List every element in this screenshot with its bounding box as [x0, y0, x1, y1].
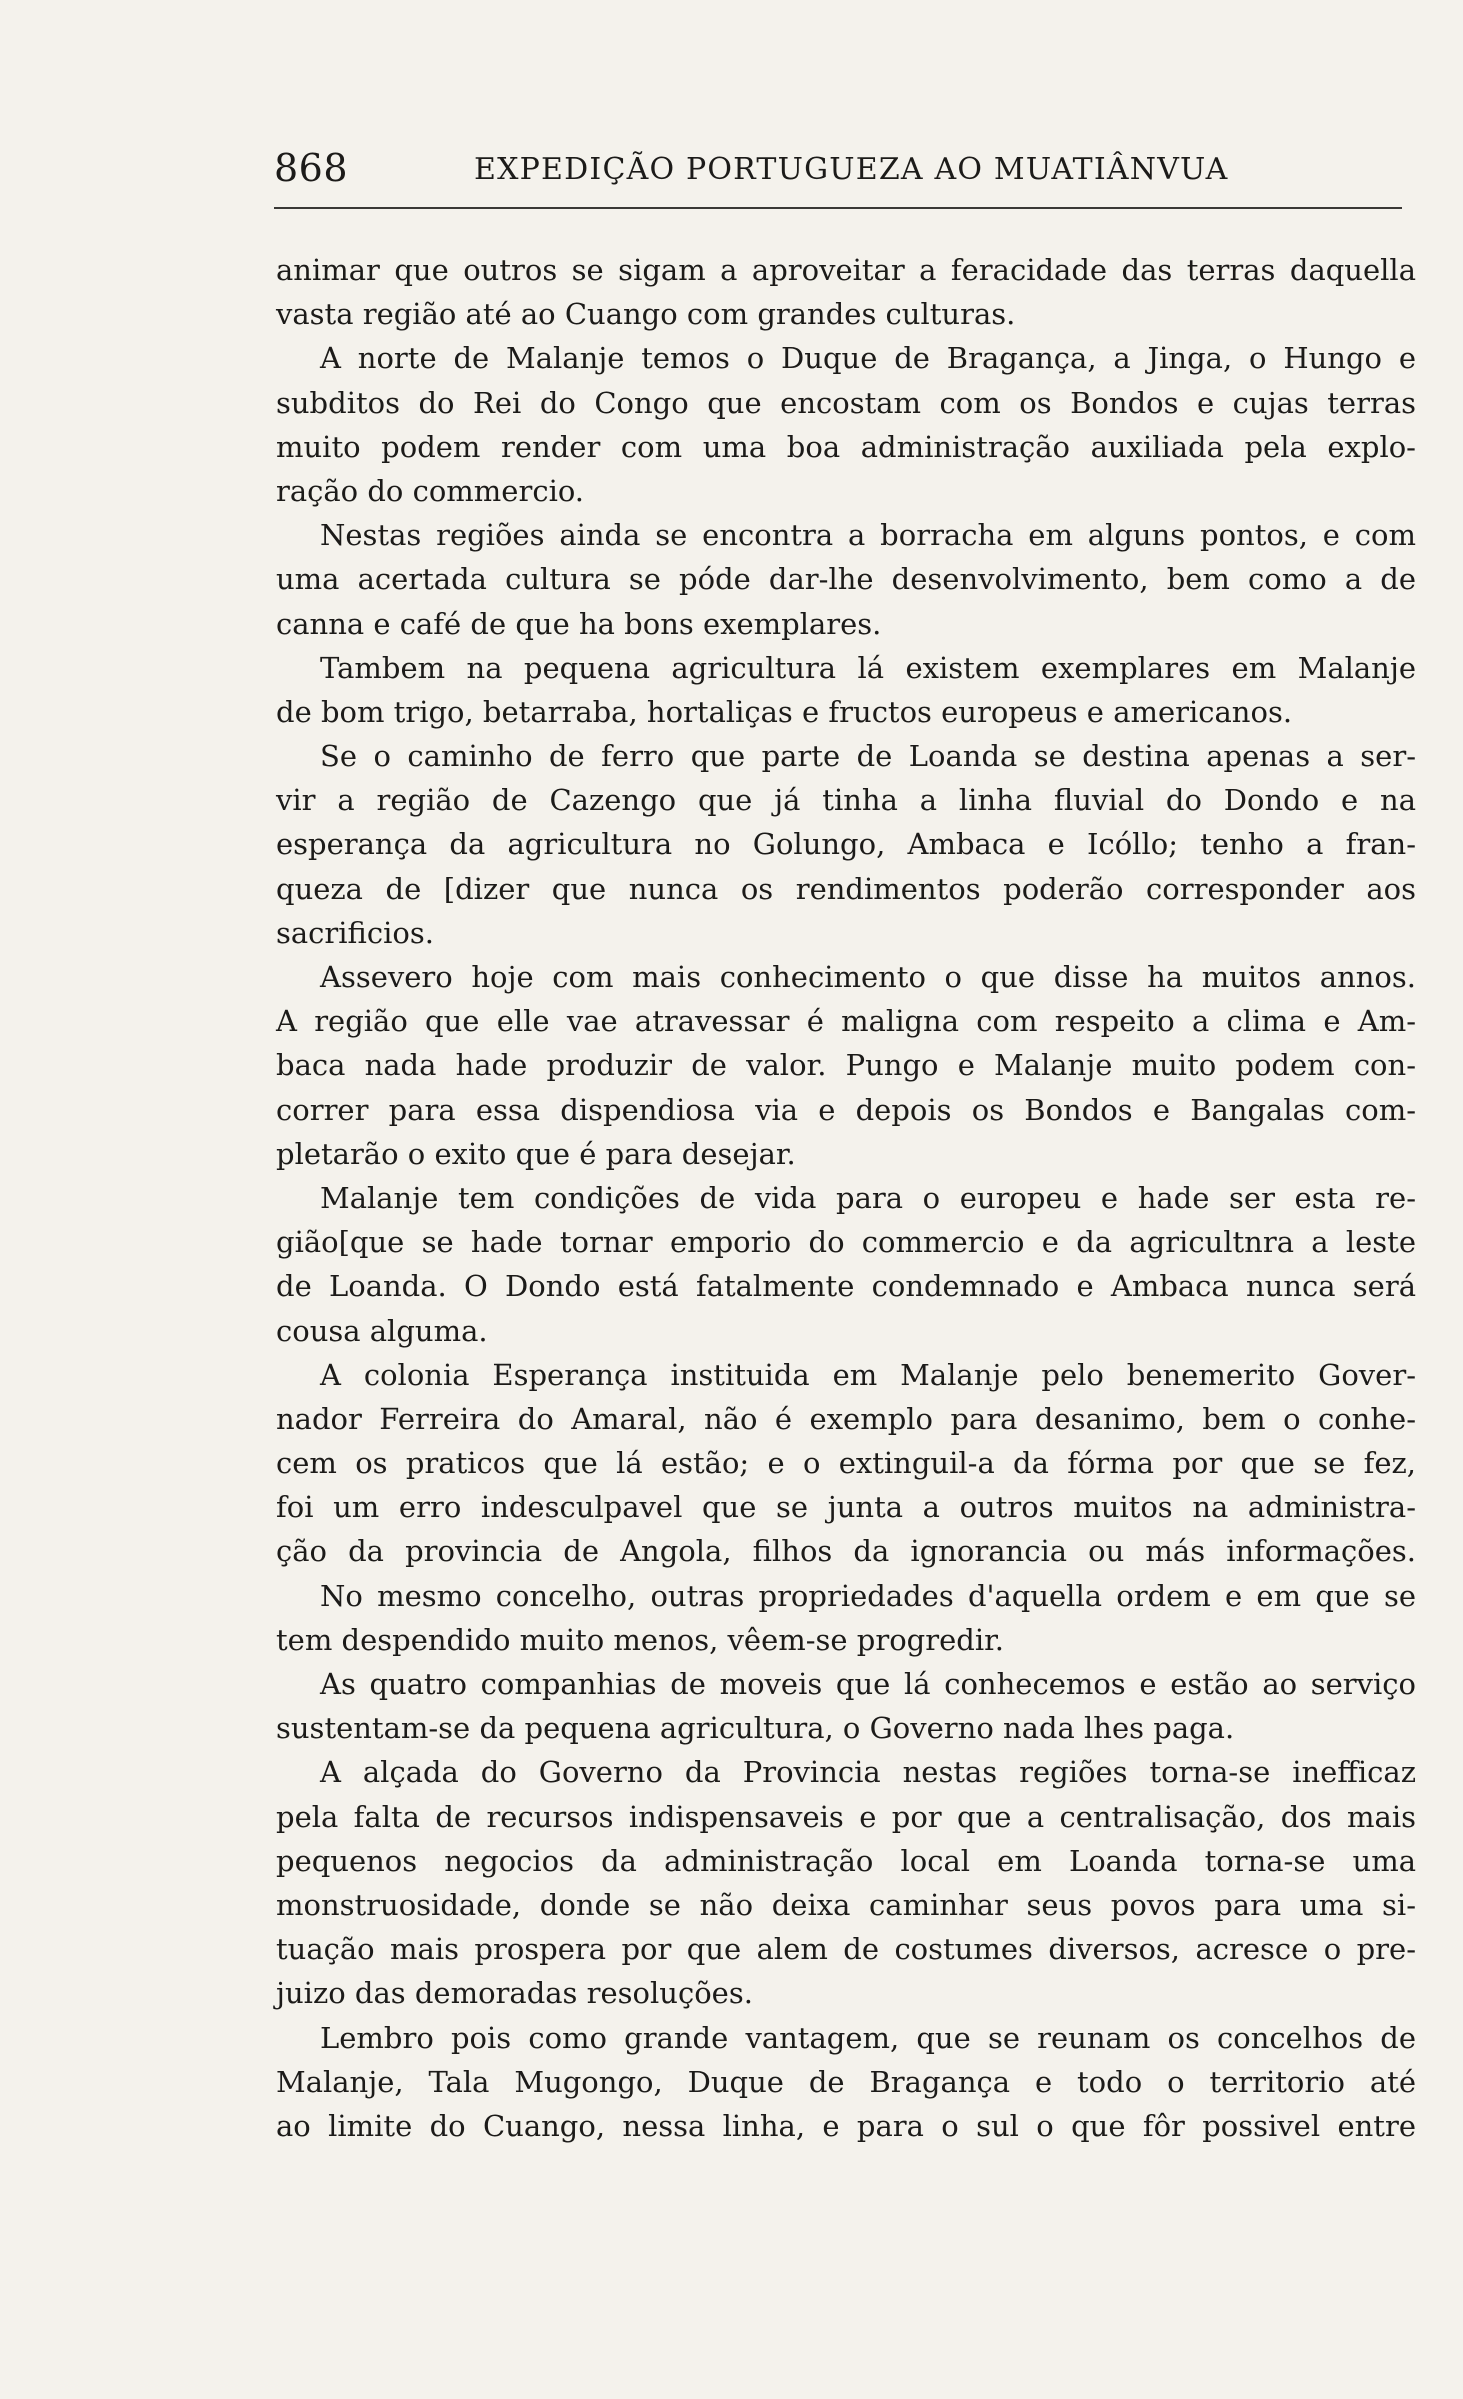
- text-line: Nestas regiões ainda se encontra a borracha em alguns pontos, e com: [320, 518, 1416, 553]
- running-head: [274, 142, 1404, 198]
- text-line: vasta região até ao Cuango com grandes culturas.: [276, 297, 1016, 332]
- text-line: A região que elle vae atravessar é maligna com respeito a clima e Am-: [276, 1004, 1416, 1039]
- text-line: As quatro companhias de moveis que lá conhecemos e estão ao serviço: [320, 1667, 1416, 1701]
- text-line: pletarão o exito que é para desejar.: [276, 1136, 796, 1171]
- body-text: [276, 248, 1416, 2148]
- text-line: canna e café de que ha bons exemplares.: [276, 606, 882, 641]
- text-line: gião[que se hade tornar emporio do commercio e da agricultnra a leste: [276, 1225, 1416, 1260]
- text-line: Se o caminho de ferro que parte de Loanda se destina apenas a ser-: [320, 739, 1416, 774]
- text-line: monstruosidade, donde se não deixa caminhar seus povos para uma si-: [276, 1887, 1416, 1922]
- text-line: pequenos negocios da administração local em Loanda torna-se uma: [276, 1843, 1416, 1878]
- text-line: Assevero hoje com mais conhecimento o que disse ha muitos annos.: [320, 960, 1416, 994]
- text-line: de bom trigo, betarraba, hortaliças e fructos europeus e americanos.: [276, 694, 1293, 729]
- text-line: ao limite do Cuango, nessa linha, e para o sul o que fôr possivel entre: [276, 2108, 1416, 2143]
- text-line: de Loanda. O Dondo está fatalmente condemnado e Ambaca nunca será: [276, 1269, 1416, 1304]
- text-line: uma acertada cultura se póde dar-lhe desenvolvimento, bem como a de: [276, 562, 1416, 597]
- text-line: foi um erro indesculpavel que se junta a outros muitos na administra-: [276, 1490, 1416, 1525]
- text-line: Lembro pois como grande vantagem, que se reunam os concelhos de: [320, 2020, 1416, 2055]
- text-line: Malanje tem condições de vida para o europeu e hade ser esta re-: [320, 1180, 1416, 1215]
- text-line: cem os praticos que lá estão; e o extinguil-a da fórma por que se fez,: [276, 1446, 1416, 1481]
- text-line: ção da provincia de Angola, filhos da ignorancia ou más informações.: [276, 1534, 1416, 1569]
- text-line: sustentam-se da pequena agricultura, o Governo nada lhes paga.: [276, 1711, 1235, 1746]
- text-line: A norte de Malanje temos o Duque de Bragança, a Jinga, o Hungo e: [320, 341, 1416, 376]
- text-line: Tambem na pequena agricultura lá existem exemplares em Malanje: [320, 650, 1416, 685]
- text-line: tem despendido muito menos, vêem-se progredir.: [276, 1622, 1005, 1657]
- text-line: subditos do Rei do Congo que encostam com os Bondos e cujas terras: [276, 385, 1416, 420]
- text-line: tuação mais prospera por que alem de costumes diversos, acresce o pre-: [276, 1932, 1416, 1967]
- text-line: Malanje, Tala Mugongo, Duque de Bragança e todo o territorio até: [276, 2064, 1416, 2099]
- text-line: queza de [dizer que nunca os rendimentos poderão corresponder aos: [276, 871, 1416, 906]
- text-line: vir a região de Cazengo que já tinha a linha fluvial do Dondo e na: [276, 783, 1416, 818]
- text-line: pela falta de recursos indispensaveis e por que a centralisação, dos mais: [276, 1799, 1416, 1834]
- text-line: No mesmo concelho, outras propriedades d'aquella ordem e em que se: [320, 1578, 1416, 1613]
- text-line: nador Ferreira do Amaral, não é exemplo para desanimo, bem o conhe-: [276, 1401, 1416, 1436]
- text-line: esperança da agricultura no Golungo, Ambaca e Icóllo; tenho a fran-: [276, 827, 1416, 862]
- page-number: 868: [274, 146, 349, 190]
- running-title: EXPEDIÇÃO PORTUGUEZA AO MUATIÂNVUA: [474, 152, 1229, 187]
- text-line: A colonia Esperança instituida em Malanje pelo benemerito Gover-: [320, 1357, 1416, 1392]
- header-rule: [274, 207, 1402, 209]
- text-line: correr para essa dispendiosa via e depois os Bondos e Bangalas com-: [276, 1092, 1416, 1127]
- text-line: cousa alguma.: [276, 1313, 488, 1348]
- text-line: animar que outros se sigam a aproveitar a feracidade das terras daquella: [276, 253, 1416, 287]
- text-line: muito podem render com uma boa administração auxiliada pela explo-: [276, 429, 1416, 464]
- text-line: baca nada hade produzir de valor. Pungo e Malanje muito podem con-: [276, 1048, 1416, 1083]
- text-line: sacrificios.: [276, 915, 434, 950]
- text-line: ração do commercio.: [276, 473, 585, 508]
- text-line: juizo das demoradas resoluções.: [276, 1976, 753, 2011]
- text-line: A alçada do Governo da Provincia nestas regiões torna-se inefficaz: [320, 1755, 1416, 1790]
